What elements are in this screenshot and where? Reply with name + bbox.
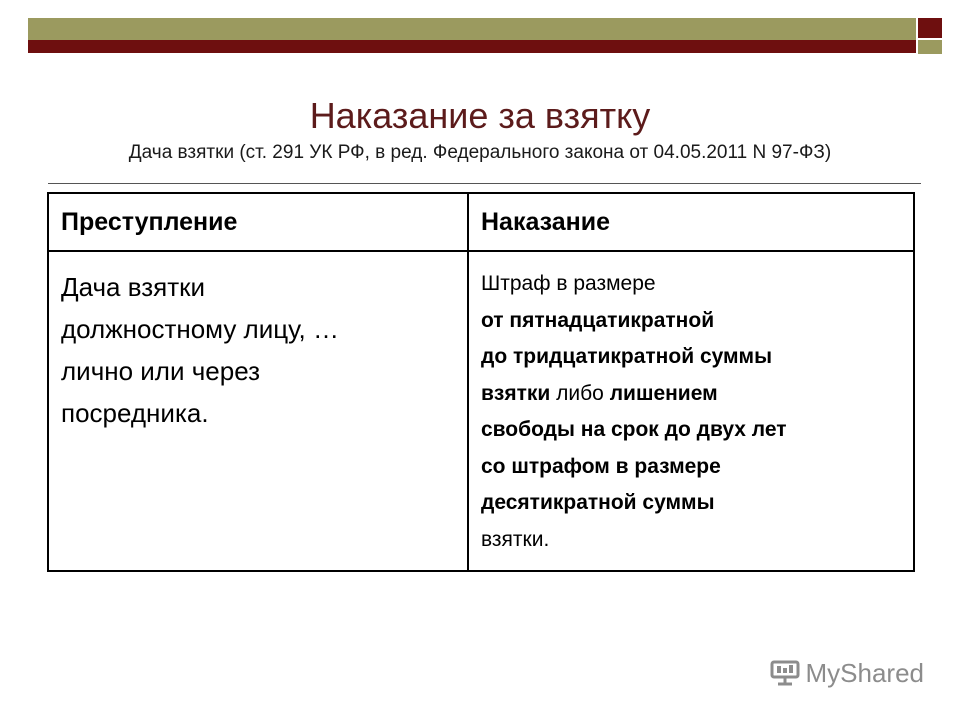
punishment-text: взятки [481, 381, 551, 405]
slide-subtitle: Дача взятки (ст. 291 УК РФ, в ред. Федерального закона от 04.05.2011 N 97-ФЗ) [128, 142, 832, 163]
crime-line: должностному лицу, … [61, 314, 339, 344]
top-band-dark [28, 40, 916, 53]
punishment-line [481, 339, 901, 376]
punishment-text: от пятнадцатикратной [481, 308, 715, 332]
punishment-line [481, 376, 901, 413]
header-punishment: Наказание [468, 193, 914, 251]
punishment-line [481, 485, 901, 522]
punishment-cell [468, 251, 914, 571]
table-row [48, 251, 914, 571]
myshared-logo[interactable] [770, 658, 925, 688]
crime-line: Дача взятки [61, 272, 206, 302]
presentation-board-icon [770, 660, 800, 686]
punishment-text: Штраф в размере [481, 272, 656, 295]
punishment-line [481, 266, 901, 303]
logo-text: MyShared [805, 657, 924, 688]
crime-cell [48, 251, 468, 571]
punishment-text: свободы на срок до двух лет [481, 418, 787, 441]
corner-block-dark [918, 18, 942, 38]
corner-block-olive [918, 40, 942, 54]
punishment-line [481, 522, 901, 559]
punishment-table [47, 192, 915, 572]
punishment-text: со штрафом в размере [481, 454, 721, 478]
punishment-text: до тридцатикратной суммы [481, 345, 773, 368]
punishment-text: десятикратной суммы [481, 491, 715, 514]
punishment-text: либо [550, 381, 610, 405]
title-block [0, 96, 960, 164]
top-band-olive [28, 18, 916, 40]
punishment-line [481, 412, 901, 449]
header-crime: Преступление [48, 193, 468, 251]
punishment-text: взятки. [481, 527, 550, 551]
table-header-row [48, 193, 914, 251]
punishment-text: лишением [609, 381, 718, 405]
slide-title: Наказание за взятку [309, 95, 651, 136]
crime-line: лично или через [61, 356, 260, 386]
title-divider [48, 183, 921, 184]
punishment-line [481, 449, 901, 486]
crime-line: посредника. [61, 398, 209, 428]
punishment-line [481, 303, 901, 340]
